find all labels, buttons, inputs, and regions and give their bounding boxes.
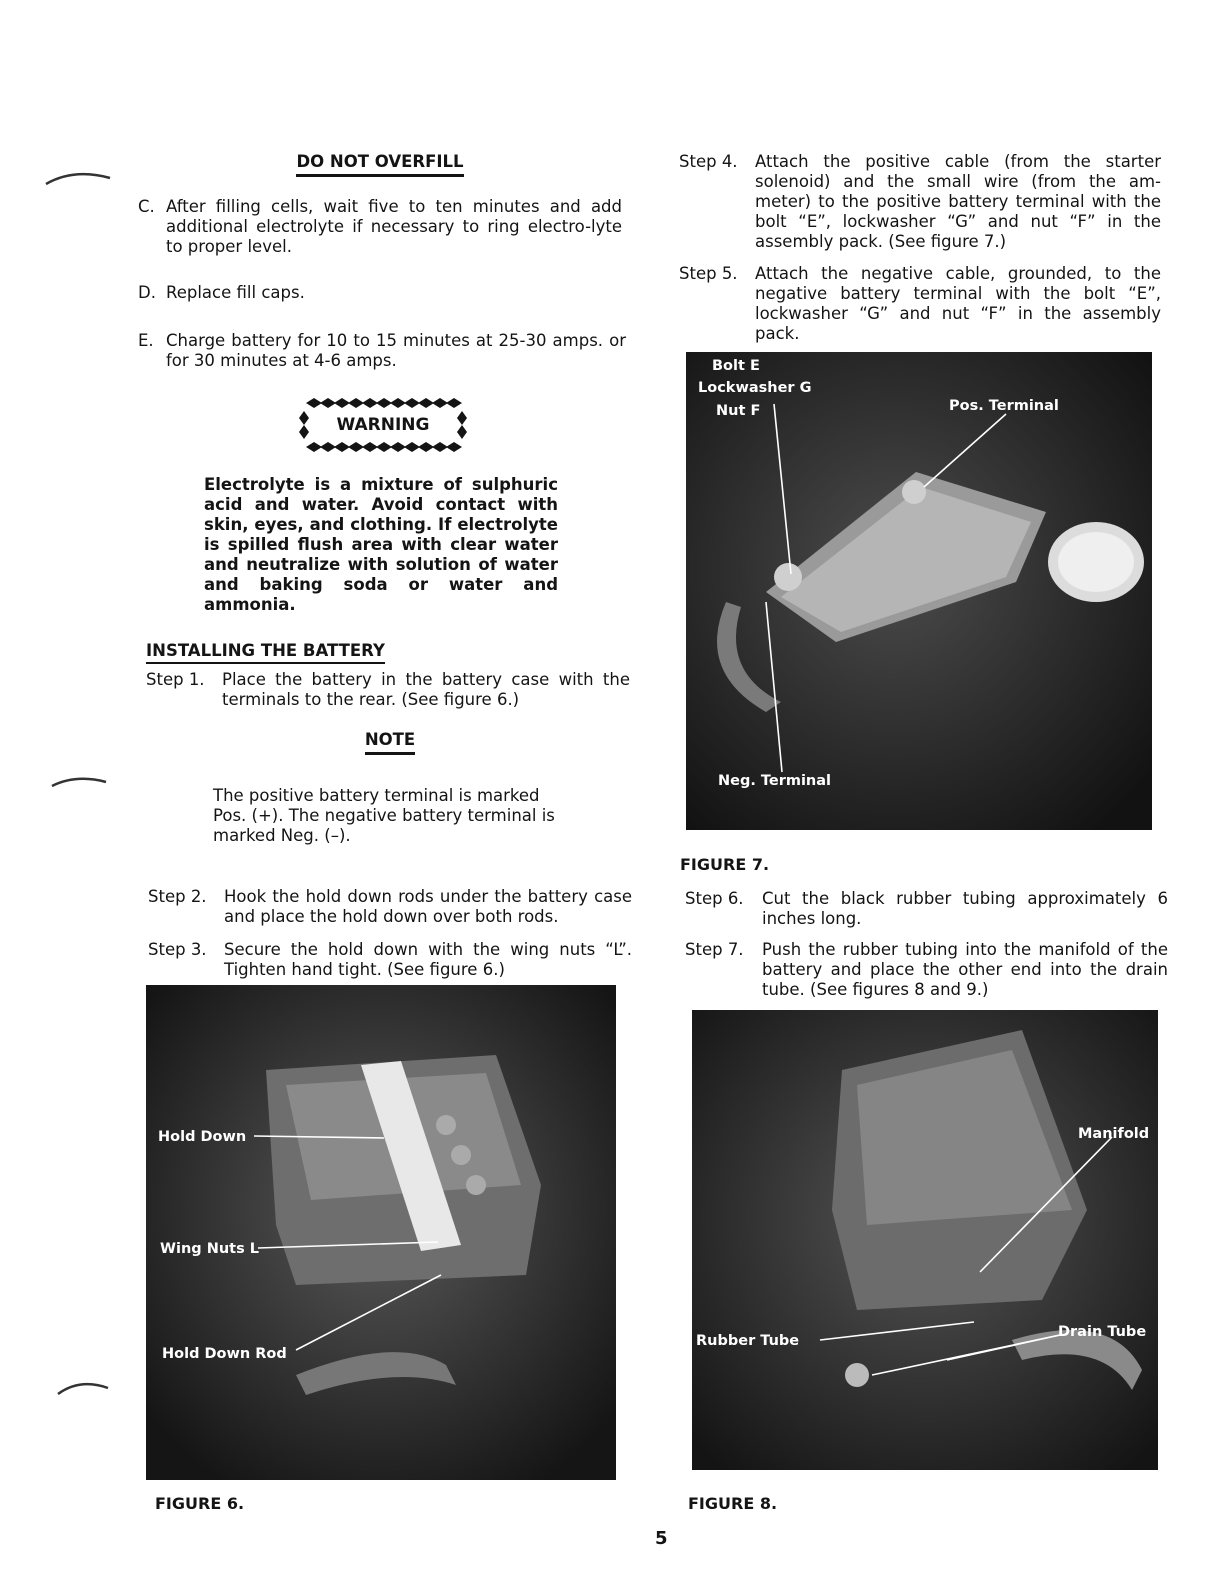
margin-mark-middle <box>50 772 110 792</box>
step-7 <box>685 940 1168 1000</box>
step-text: Place the battery in the battery case with the terminals to the rear. (See figure 6.) <box>222 670 630 709</box>
warning-label: WARNING <box>336 415 430 435</box>
figure-6-label-wing-nuts: Wing Nuts L <box>160 1241 260 1257</box>
step-label: Step 5. <box>679 264 738 283</box>
step-label: Step 1. <box>146 670 205 689</box>
figure-6-label-hold-down: Hold Down <box>158 1129 247 1145</box>
margin-mark-top <box>44 168 114 188</box>
step-text: Cut the black rubber tubing approximately 6 inches long. <box>762 889 1168 928</box>
step-label: Step 6. <box>685 889 744 908</box>
step-text: Push the rubber tubing into the manifold of the battery and place the other end into the drain tube. (See figures 8 and 9.) <box>762 940 1168 999</box>
step-1 <box>146 670 630 710</box>
figure-7-label-bolt: Bolt E <box>712 358 760 374</box>
warning-text: Electrolyte is a mixture of sulphuric acid and water. Avoid contact with skin, eyes, and clothing. If electrolyte is spilled flush area with clear water and neutralize with solution of water and baking soda or water and ammonia. <box>204 475 558 614</box>
item-text: Replace fill caps. <box>166 283 305 302</box>
figure-6-caption: FIGURE 6. <box>155 1494 245 1513</box>
item-letter: D. <box>138 283 156 302</box>
figure-7-label-pos-terminal: Pos. Terminal <box>949 398 1059 414</box>
figure-7-caption: FIGURE 7. <box>680 855 770 874</box>
step-label: Step 7. <box>685 940 744 959</box>
note-heading: NOTE <box>330 730 450 755</box>
list-item-d <box>138 283 622 303</box>
step-5 <box>679 264 1161 344</box>
do-not-overfill-heading: DO NOT OVERFILL <box>240 152 520 177</box>
item-letter: E. <box>138 331 154 350</box>
step-label: Step 2. <box>148 887 207 906</box>
item-text: After filling cells, wait five to ten minutes and add additional electrolyte if necessary to ring electro-lyte to proper level. <box>166 197 622 256</box>
figure-8-label-rubber-tube: Rubber Tube <box>696 1333 800 1349</box>
list-item-e <box>138 331 626 371</box>
item-letter: C. <box>138 197 155 216</box>
step-label: Step 3. <box>148 940 207 959</box>
margin-mark-bottom <box>56 1376 112 1398</box>
figure-7-label-nut: Nut F <box>716 403 761 419</box>
step-4 <box>679 152 1161 252</box>
figure-6-label-hold-down-rod: Hold Down Rod <box>162 1346 287 1362</box>
step-text: Secure the hold down with the wing nuts “L”. Tighten hand tight. (See figure 6.) <box>224 940 632 979</box>
figure-8-caption: FIGURE 8. <box>688 1494 778 1513</box>
step-text: Attach the positive cable (from the starter solenoid) and the small wire (from the am-meter) to the positive battery terminal with the bolt “E”, lockwasher “G” and nut “F” in the assembly pack. (See figure 7.) <box>755 152 1161 251</box>
page-number: 5 <box>655 1528 668 1549</box>
figure-7-photo <box>686 352 1152 830</box>
step-6 <box>685 889 1168 929</box>
list-item-c <box>138 197 622 257</box>
step-text: Hook the hold down rods under the battery case and place the hold down over both rods. <box>224 887 632 926</box>
figure-7-label-lockwasher: Lockwasher G <box>698 380 812 396</box>
item-text: Charge battery for 10 to 15 minutes at 25-30 amps. or for 30 minutes at 4-6 amps. <box>166 331 626 370</box>
note-text: The positive battery terminal is marked Pos. (+). The negative battery terminal is marked Neg. (–). <box>213 786 555 845</box>
installing-battery-heading: INSTALLING THE BATTERY <box>146 641 385 664</box>
figure-8-label-drain-tube: Drain Tube <box>1058 1324 1147 1340</box>
figure-6-photo <box>146 985 616 1480</box>
step-text: Attach the negative cable, grounded, to the negative battery terminal with the bolt “E”, lockwasher “G” and nut “F” in the assembly pack. <box>755 264 1161 343</box>
figure-8-photo <box>692 1010 1158 1470</box>
figure-7-label-neg-terminal: Neg. Terminal <box>718 773 832 789</box>
step-3 <box>148 940 632 980</box>
step-label: Step 4. <box>679 152 738 171</box>
figure-8-label-manifold: Manifold <box>1078 1126 1150 1142</box>
step-2 <box>148 887 632 927</box>
